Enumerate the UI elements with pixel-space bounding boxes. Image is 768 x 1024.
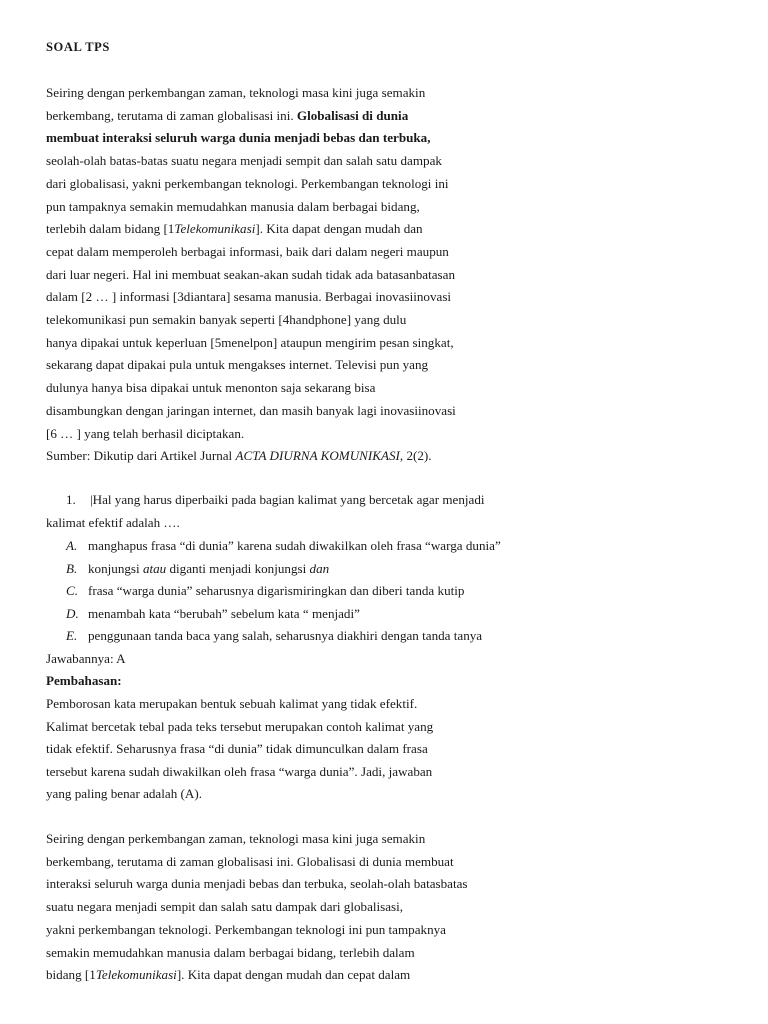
discussion-line: tidak efektif. Seharusnya frasa “di dunia” tidak dimunculkan dalam frasa xyxy=(46,741,428,757)
text-run: penggunaan tanda baca yang salah, seharusnya diakhiri dengan tanda tanya xyxy=(88,628,483,644)
text-run: semakin memudahkan manusia dalam berbagai bidang, terlebih dalam xyxy=(46,944,415,960)
text-run: dari globalisasi, yakni perkembangan teknologi. Perkembangan teknologi ini xyxy=(46,175,449,191)
text-run: berkembang, terutama di zaman globalisasi ini. Globalisasi di dunia membuat xyxy=(46,853,454,869)
passage-line xyxy=(46,448,432,464)
text-run: pun tampaknya semakin memudahkan manusia dalam berbagai bidang, xyxy=(46,198,420,214)
text-run: seolah-olah batas-batas suatu negara menjadi sempit dan salah satu dampak xyxy=(46,153,442,169)
text-run: hanya dipakai untuk keperluan [5menelpon] ataupun mengirim pesan singkat, xyxy=(46,334,454,350)
passage-line xyxy=(46,922,446,938)
text-run: membuat interaksi seluruh warga dunia menjadi bebas dan terbuka, xyxy=(46,130,431,146)
passage-line xyxy=(46,85,425,101)
passage-line xyxy=(46,335,454,351)
passage-line xyxy=(46,899,403,915)
option-letter: E. xyxy=(66,628,78,644)
passage-line xyxy=(46,312,406,328)
text-run: Seiring dengan perkembangan zaman, teknologi masa kini juga semakin xyxy=(46,85,426,100)
text-run: dan xyxy=(309,560,330,576)
passage-line xyxy=(46,876,468,892)
text-run: dari luar negeri. Hal ini membuat seakan-akan sudah tidak ada batasanbatasan xyxy=(46,266,456,282)
passage-line xyxy=(46,199,420,215)
passage-line xyxy=(46,967,410,983)
text-run: Telekomunikasi xyxy=(95,967,177,983)
answer-option xyxy=(66,561,329,577)
text-run: bidang [1 xyxy=(46,967,96,983)
text-run: terlebih dalam bidang [1 xyxy=(46,221,175,237)
text-run: cepat dalam memperoleh berbagai informasi, baik dari dalam negeri maupun xyxy=(46,243,449,259)
text-run: Seiring dengan perkembangan zaman, teknologi masa kini juga semakin xyxy=(46,831,426,846)
answer-option xyxy=(66,606,360,622)
text-run: Sumber: Dikutip dari Artikel Jurnal xyxy=(46,448,236,464)
text-run: suatu negara menjadi sempit dan salah satu dampak dari globalisasi, xyxy=(46,899,404,915)
discussion-line: yang paling benar adalah (A). xyxy=(46,786,202,802)
passage-line xyxy=(46,221,423,237)
text-run: Telekomunikasi xyxy=(174,221,256,237)
discussion-line: Pemborosan kata merupakan bentuk sebuah kalimat yang tidak efektif. xyxy=(46,696,418,711)
question-line-1 xyxy=(66,492,485,508)
passage-line xyxy=(46,108,408,124)
passage-line xyxy=(46,945,415,961)
text-run: berkembang, terutama di zaman globalisasi ini. xyxy=(46,107,297,123)
answer-option xyxy=(66,628,482,644)
option-letter: A. xyxy=(66,538,78,553)
text-run: frasa “warga dunia” seharusnya digarismiringkan dan diberi tanda kutip xyxy=(88,583,465,599)
option-letter: B. xyxy=(66,560,78,576)
text-run: Globalisasi di dunia xyxy=(296,107,409,123)
option-letter: D. xyxy=(66,605,79,621)
passage-line xyxy=(46,380,375,396)
passage-line xyxy=(46,426,244,442)
text-run: [6 … ] yang telah berhasil diciptakan. xyxy=(46,425,245,441)
passage-line xyxy=(46,831,425,847)
text-run: telekomunikasi pun semakin banyak seperti [4handphone] yang dulu xyxy=(46,312,407,327)
text-run: dulunya hanya bisa dipakai untuk menonton saja sekarang bisa xyxy=(46,380,376,396)
passage-line xyxy=(46,244,449,260)
text-run: disambungkan dengan jaringan internet, dan masih banyak lagi inovasiinovasi xyxy=(46,402,456,418)
question-text-1: |Hal yang harus diperbaiki pada bagian kalimat yang bercetak agar menjadi xyxy=(90,492,485,507)
text-run: atau xyxy=(142,560,167,576)
text-run: manghapus frasa “di dunia” karena sudah diwakilkan oleh frasa “warga dunia” xyxy=(88,538,501,553)
text-run: yakni perkembangan teknologi. Perkembangan teknologi ini pun tampaknya xyxy=(46,921,446,937)
text-run: dalam [2 … ] informasi [3diantara] sesama manusia. Berbagai inovasiinovasi xyxy=(46,289,452,305)
discussion-heading: Pembahasan: xyxy=(46,673,122,688)
text-run: diganti menjadi konjungsi xyxy=(166,560,310,576)
option-letter: C. xyxy=(66,583,79,599)
page-title: SOAL TPS xyxy=(46,40,110,54)
answer-option xyxy=(66,538,501,554)
text-run: , 2(2). xyxy=(399,448,432,464)
text-run: interaksi seluruh warga dunia menjadi bebas dan terbuka, seolah-olah batasbatas xyxy=(46,876,468,892)
passage-line xyxy=(46,854,454,870)
question-line-2: kalimat efektif adalah …. xyxy=(46,515,180,530)
passage-line xyxy=(46,130,431,146)
text-run: menambah kata “berubah” sebelum kata “ menjadi” xyxy=(88,605,360,621)
answer-line: Jawabannya: A xyxy=(46,651,126,666)
passage-line xyxy=(46,289,451,305)
question-number: 1. xyxy=(66,492,76,507)
answer-option xyxy=(66,583,464,599)
text-run: ]. Kita dapat dengan mudah dan xyxy=(255,221,423,237)
text-run: sekarang dapat dipakai pula untuk mengakses internet. Televisi pun yang xyxy=(46,357,429,373)
passage-line xyxy=(46,153,442,169)
discussion-line: Kalimat bercetak tebal pada teks tersebut merupakan contoh kalimat yang xyxy=(46,718,434,734)
text-run: ACTA DIURNA KOMUNIKASI xyxy=(235,448,400,464)
passage-line xyxy=(46,267,455,283)
passage-line xyxy=(46,357,428,373)
text-run: ]. Kita dapat dengan mudah dan cepat dalam xyxy=(176,967,411,983)
passage-line xyxy=(46,176,449,192)
passage-line xyxy=(46,403,456,419)
text-run: konjungsi xyxy=(88,560,143,576)
discussion-line: tersebut karena sudah diwakilkan oleh frasa “warga dunia”. Jadi, jawaban xyxy=(46,763,433,779)
